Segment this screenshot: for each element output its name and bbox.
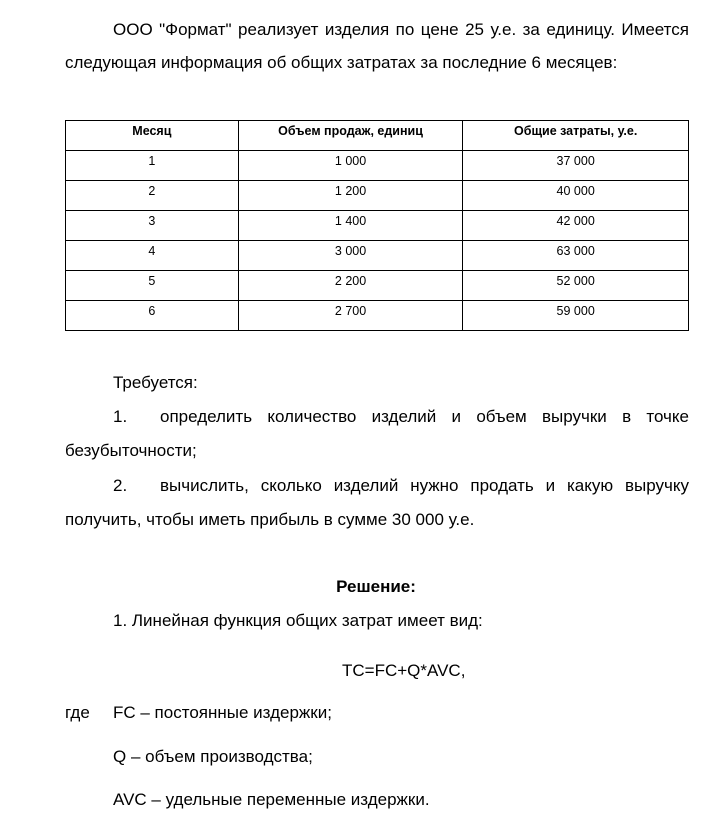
intro-line-1: ООО "Формат" реализует изделия по цене 25 у.е. за единицу. Имеется [113,20,689,39]
cell-sales: 2 200 [238,271,463,301]
task-item-1-number: 1. [113,407,128,426]
cell-costs: 42 000 [463,211,689,241]
definition-q: Q – объем производства; [113,747,313,766]
cell-month: 5 [66,271,239,301]
header-total-costs: Общие затраты, у.е. [463,121,689,151]
cell-month: 6 [66,301,239,331]
table-row [66,151,689,181]
table-row [66,241,689,271]
task-item-1-line-2: безубыточности; [65,441,197,460]
cell-sales: 1 200 [238,181,463,211]
task-item-1-line-1: определить количество изделий и объем выручки в точке [160,407,689,426]
definition-avc: AVC – удельные переменные издержки. [113,790,430,809]
table-row [66,271,689,301]
table-header-row [66,121,689,151]
cell-month: 2 [66,181,239,211]
task-title: Требуется: [113,373,198,392]
solution-title: Решение: [336,577,416,596]
definition-fc: FC – постоянные издержки; [113,703,332,722]
intro-line-2: следующая информация об общих затратах за последние 6 месяцев: [65,53,618,72]
cell-costs: 40 000 [463,181,689,211]
cell-month: 1 [66,151,239,181]
header-month: Месяц [66,121,239,151]
cell-sales: 3 000 [238,241,463,271]
cell-costs: 63 000 [463,241,689,271]
cell-costs: 52 000 [463,271,689,301]
task-item-2-number: 2. [113,476,128,495]
cell-costs: 37 000 [463,151,689,181]
cell-sales: 1 000 [238,151,463,181]
costs-table [65,120,689,331]
task-item-2-line-2: получить, чтобы иметь прибыль в сумме 30 000 у.е. [65,510,475,529]
solution-line-1: 1. Линейная функция общих затрат имеет вид: [113,611,483,630]
cell-sales: 2 700 [238,301,463,331]
header-sales-volume: Объем продаж, единиц [238,121,463,151]
table-row [66,211,689,241]
cell-sales: 1 400 [238,211,463,241]
table-row [66,181,689,211]
solution-formula: TC=FC+Q*AVC, [342,661,466,680]
where-label: где [65,703,90,722]
cell-costs: 59 000 [463,301,689,331]
table-row [66,301,689,331]
cell-month: 3 [66,211,239,241]
task-item-2-line-1: вычислить, сколько изделий нужно продать и какую выручку [160,476,689,495]
cell-month: 4 [66,241,239,271]
